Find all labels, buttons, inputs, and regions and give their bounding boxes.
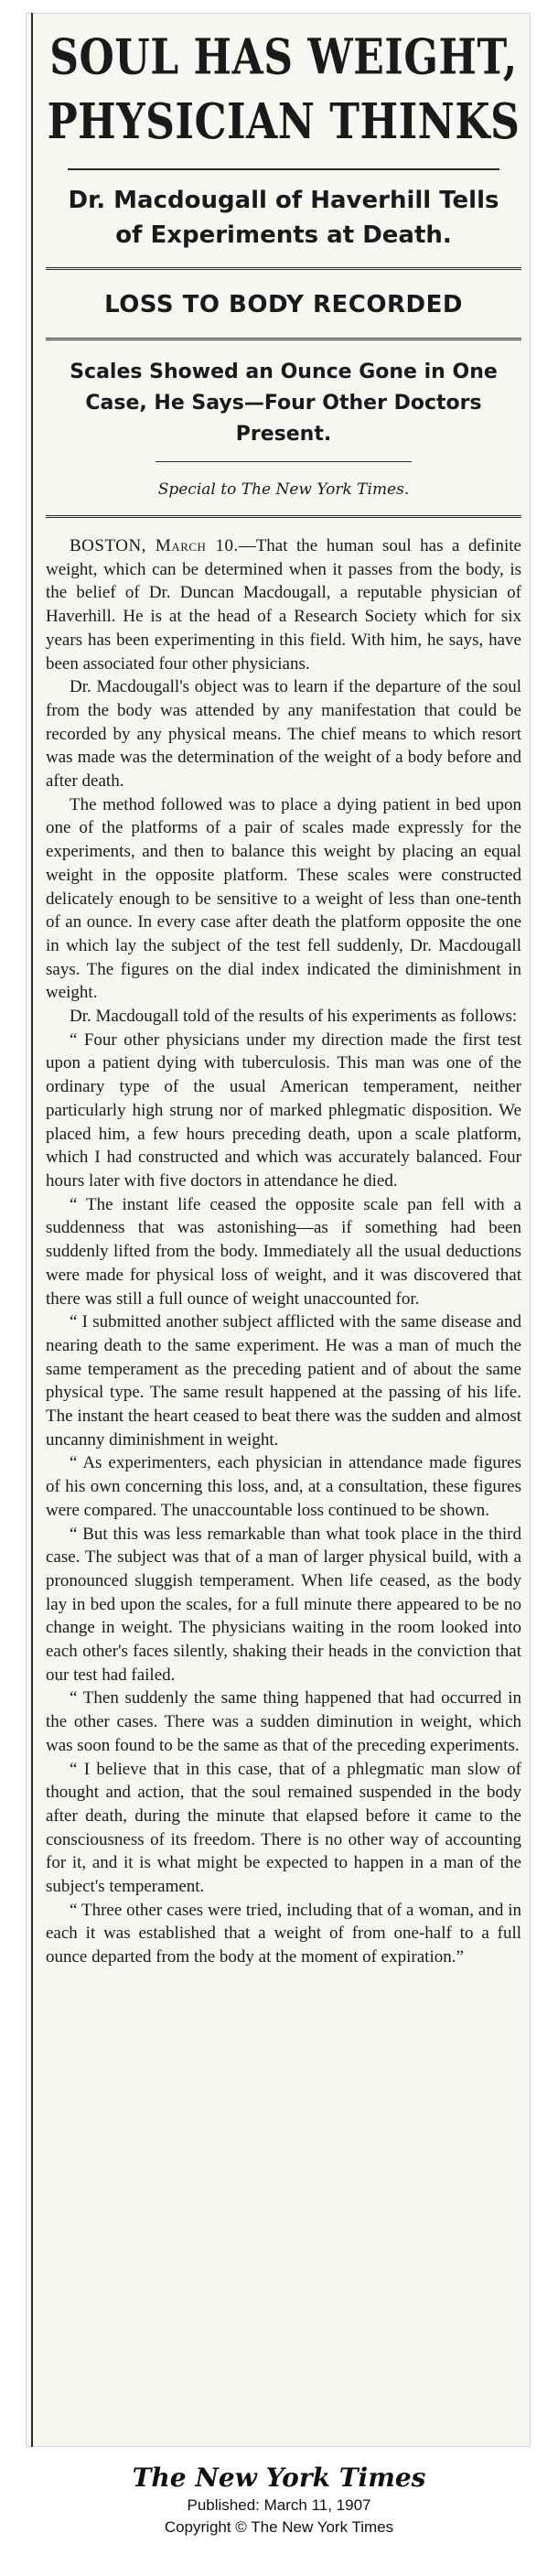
lead-text: —That the human soul has a definite weight, which can be determined when it passes from the body, is the belief of Dr. Duncan Macdougall, a reputable physician of Haverhill. He is at the head of a Research Society which for six years has been experimenting in this field. With him, he says, have been associated four other physicians. (46, 536, 521, 674)
body-paragraph: “ But this was less remarkable than what took place in the third case. The subject was that of a man of larger physical build, with a pronounced sluggish temperament. When life ceased, as the body lay in bed upon the scales, for a full minute there appeared to be no change in weight. The physicians waiting in the room looked into each other's faces silently, shaking their heads in the conviction that our test had failed. (46, 1524, 521, 1685)
body-paragraph: “ Four other physicians under my direction made the first test upon a patient dying with tuberculosis. This man was one of the ordinary type of the usual American temperament, neither particularly high strung nor of marked phlegmatic disposition. We placed him, a few hours preceding death, upon a scale platform, which I had constructed and which was accurately balanced. Four hours later with five doctors in attendance he died. (46, 1029, 521, 1191)
article-column (46, 18, 521, 1969)
body-paragraph: Dr. Macdougall told of the results of his experiments as follows: (70, 1007, 518, 1027)
body-paragraph: The method followed was to place a dying patient in bed upon one of the platforms of a pair of scales made expressly for the experiments, and then to balance this weight by placing an equal weight in the opposite platform. These scales were constructed delicately enough to be sensitive to a weight of less than one-tenth of an ounce. In every case after death the platform opposite the one in which lay the subject of the test fell suddenly, Dr. Macdougall says. The figures on the dial index indicated the diminishment in weight. (46, 794, 521, 1003)
byline-rule (156, 461, 412, 462)
nyt-masthead-logo: The New York Times (132, 2463, 426, 2493)
body-paragraph: “ The instant life ceased the opposite scale pan fell with a suddenness that was astonishing—as if something had been suddenly lifted from the body. Immediately all the usual deductions were made for physical loss of weight, and it was discovered that there was still a full ounce of weight unaccounted for. (46, 1194, 521, 1309)
column-rule (31, 13, 33, 2447)
byline: Special to The New York Times. (157, 480, 410, 499)
deck-subhead-1: Dr. Macdougall of Haverhill Tells of Experiments at Death. (68, 187, 499, 249)
body-paragraph: “ As experimenters, each physician in attendance made figures of his own concerning this loss, and, at a consultation, these figures were compared. The unaccountable loss continued to be shown. (46, 1453, 521, 1520)
deck-rule-2 (46, 338, 521, 342)
body-paragraph: Dr. Macdougall's object was to learn if the departure of the soul from the body was attended by any manifestation that could be recorded by any physical means. The chief means to which resort was made was the determination of the weight of a body before and after death. (46, 677, 521, 792)
published-date: Published: March 11, 1907 (187, 2496, 371, 2514)
deck-subhead-3: Scales Showed an Ounce Gone in One Case, He Says—Four Other Doctors Present. (70, 361, 498, 446)
article-body (46, 534, 521, 1969)
body-paragraph: “ I submitted another subject afflicted with the same disease and nearing death to the same experiment. He was a man of much the same temperament as the preceding patient and of about the same physical type. The same result happened at the passing of his life. The instant the heart ceased to beat there was the sudden and almost uncanny diminishment in weight. (46, 1312, 521, 1450)
page-footer (0, 2462, 558, 2538)
body-paragraph: “ Three other cases were tried, including that of a woman, and in each it was established that a weight of from one-half to a full ounce departed from the body at the moment of expiration.” (46, 1900, 521, 1967)
deck-subhead-2: LOSS TO BODY RECORDED (104, 291, 463, 318)
body-paragraph: “ Then suddenly the same thing happened that had occurred in the other cases. There was a sudden diminution in weight, which was soon found to be the same as that of the preceding experiments. (46, 1688, 521, 1755)
copyright-notice: Copyright © The New York Times (164, 2518, 394, 2536)
body-rule (46, 515, 521, 520)
lead-paragraph (46, 534, 521, 675)
dateline: BOSTON, March 10. (70, 536, 239, 555)
deck-rule-1 (46, 267, 521, 272)
body-paragraph: “ I believe that in this case, that of a phlegmatic man slow of thought and action, that the soul remained suspended in the body after death, during the minute that elapsed before it came to the consciousness of its freedom. There is no other way of accounting for it, and it is what might be expected to happen in a man of the subject's temperament. (46, 1759, 521, 1897)
headline: SOUL HAS WEIGHT, PHYSICIAN THINKS (47, 28, 520, 151)
